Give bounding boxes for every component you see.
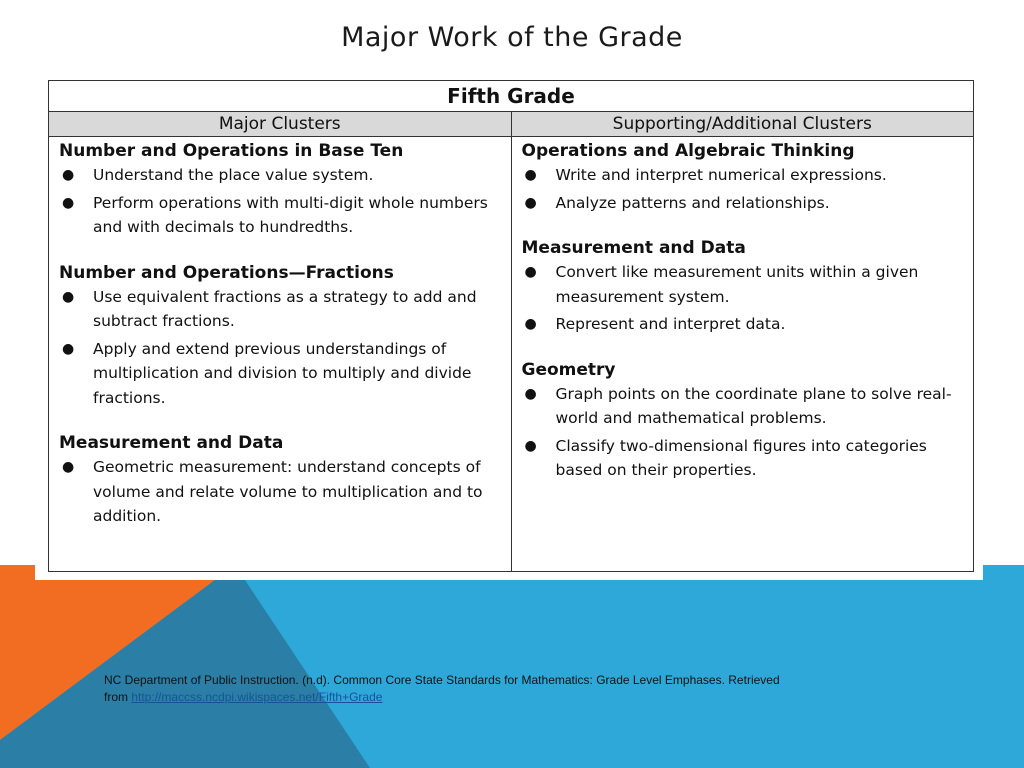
major-clusters-header: Major Clusters — [49, 112, 512, 137]
list-item — [59, 337, 503, 411]
bullet-icon: ● — [524, 385, 537, 402]
list-item — [59, 455, 503, 529]
list-item-text: Graph points on the coordinate plane to solve real-world and mathematical problems. — [555, 384, 952, 427]
bullet-list — [59, 455, 503, 529]
list-item-text: Represent and interpret data. — [555, 315, 786, 333]
grade-table — [48, 80, 974, 572]
list-item-text: Geometric measurement: understand concepts of volume and relate volume to multiplication and to addition. — [93, 458, 483, 525]
list-item — [59, 163, 503, 188]
section-title: Operations and Algebraic Thinking — [521, 141, 855, 161]
bullet-icon: ● — [524, 167, 537, 183]
slide-title: Major Work of the Grade — [341, 22, 683, 53]
bullet-list — [522, 260, 966, 337]
section-title: Measurement and Data — [521, 238, 746, 258]
list-item-text: Understand the place value system. — [93, 166, 374, 184]
list-item-text: Convert like measurement units within a given measurement system. — [555, 263, 919, 306]
bullet-icon: ● — [524, 437, 537, 454]
section-title: Geometry — [521, 359, 616, 380]
list-item — [522, 312, 966, 337]
bullet-icon: ● — [524, 264, 537, 280]
major-clusters-column — [49, 137, 512, 572]
list-item-text: Perform operations with multi-digit whole numbers and with decimals to hundredths. — [93, 193, 488, 236]
bullet-list — [522, 382, 966, 483]
bullet-icon: ● — [524, 316, 537, 332]
bullet-icon: ● — [62, 459, 75, 475]
bullet-icon: ● — [62, 167, 75, 183]
list-item — [59, 285, 503, 334]
bullet-icon: ● — [62, 288, 75, 305]
list-item-text: Classify two-dimensional figures into categories based on their properties. — [555, 436, 927, 479]
list-item-text: Apply and extend previous understandings of multiplication and division to multiply and divide fractions. — [93, 339, 472, 407]
table-title: Fifth Grade — [49, 81, 974, 112]
bullet-list — [59, 163, 503, 240]
bullet-list — [522, 163, 966, 215]
bullet-list — [59, 285, 503, 411]
list-item — [522, 434, 966, 483]
citation-text: NC Department of Public Instruction. (n.d). Common Core State Standards for Mathematics: Grade Level Emphases. Retrieved — [104, 673, 780, 687]
bullet-icon: ● — [62, 340, 75, 357]
list-item — [522, 382, 966, 431]
supporting-clusters-column — [511, 137, 974, 572]
section-title: Number and Operations in Base Ten — [59, 141, 404, 161]
citation — [104, 672, 924, 706]
list-item-text: Use equivalent fractions as a strategy to add and subtract fractions. — [93, 287, 477, 330]
supporting-clusters-header: Supporting/Additional Clusters — [511, 112, 974, 137]
list-item-text: Analyze patterns and relationships. — [555, 193, 830, 212]
list-item-text: Write and interpret numerical expressions. — [555, 166, 887, 184]
list-item — [522, 260, 966, 309]
section-title: Measurement and Data — [59, 433, 284, 453]
bullet-icon: ● — [62, 194, 75, 211]
list-item — [522, 163, 966, 188]
citation-link[interactable]: http://maccss.ncdpi.wikispaces.net/Fifth+Grade — [131, 690, 383, 704]
list-item — [59, 191, 503, 240]
section-title: Number and Operations—Fractions — [59, 262, 394, 283]
citation-from-label: from — [104, 690, 128, 704]
list-item — [522, 191, 966, 216]
bullet-icon: ● — [524, 194, 537, 211]
